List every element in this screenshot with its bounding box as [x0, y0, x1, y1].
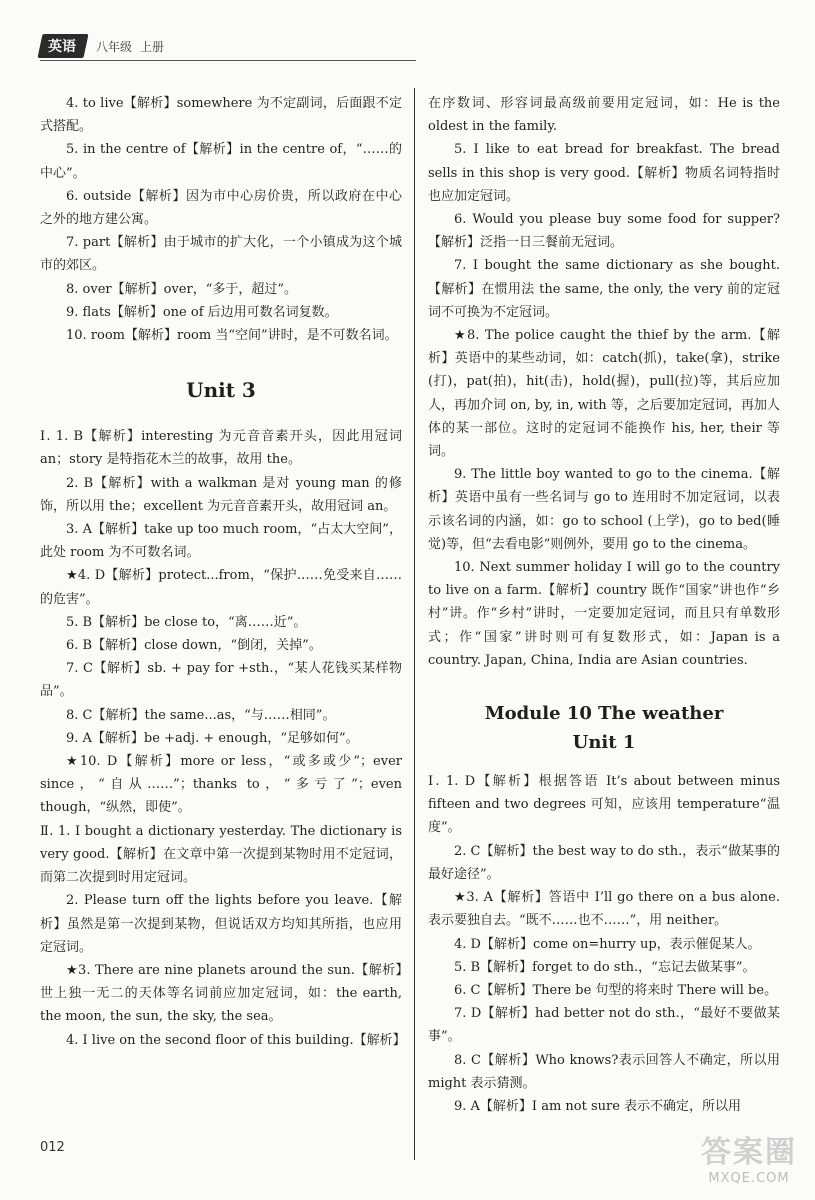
answer-paragraph: 6. C【解析】There be 句型的将来时 There will be。 — [454, 982, 778, 998]
left-column — [40, 92, 406, 1052]
answer-paragraph: 2. Please turn off the lights before you leave.【解析】虽然是第一次提到某物，但说话双方均知其所指，也应用定冠词。 — [40, 893, 402, 955]
answer-paragraph: 3. A【解析】take up too much room，“占太大空间”，此处 room 为不可数名词。 — [40, 522, 402, 561]
answer-paragraph: ★8. The police caught the thief by the arm.【解析】英语中的某些动词，如：catch(抓)，take(拿)，strike (打)，pat(拍)，hit(击)，hold(握)，pull(拉)等，其后应加人，再加介词 on, by, in, with 等，之后要加定冠词，再加人体的某一部位。这时的定冠词不能换作 his, her, their 等词。 — [428, 328, 780, 460]
header-rule — [40, 60, 416, 61]
answer-paragraph: Ⅰ. 1. D【解析】根据答语 It’s about between minus fifteen and two degrees 可知，应该用 temperature“温度”。 — [428, 774, 780, 836]
answer-paragraph: 2. B【解析】with a walkman 是对 young man 的修饰，所以用 the；excellent 为元音音素开头，故用冠词 an。 — [40, 475, 402, 514]
answer-paragraph: ★10. D【解析】more or less，“或多或少”；ever since，“自从……”；thanks to，“多亏了”；even though，“纵然，即使”。 — [40, 754, 402, 816]
answer-paragraph: Ⅰ. 1. B【解析】interesting 为元音音素开头，因此用冠词 an；story 是特指花木兰的故事，故用 the。 — [40, 429, 402, 468]
answer-paragraph: 5. B【解析】be close to，“离……近”。 — [66, 614, 307, 630]
page-header — [40, 34, 164, 58]
right-answers — [428, 92, 780, 672]
answer-paragraph: 4. D【解析】come on=hurry up，表示催促某人。 — [454, 936, 761, 952]
grade-label: 八年级 — [96, 39, 133, 54]
answer-paragraph: 9. A【解析】I am not sure 表示不确定，所以用 — [454, 1098, 742, 1114]
answer-paragraph: ★4. D【解析】protect...from，“保护……免受来自……的危害”。 — [40, 568, 402, 607]
watermark — [701, 1127, 797, 1186]
watermark-logo: 答案圈 — [701, 1135, 797, 1170]
answer-paragraph: ★3. There are nine planets around the sun.【解析】世上独一无二的天体等名词前应加定冠词，如：the earth, the moon, the sun, the sky, the sea。 — [40, 962, 402, 1025]
answer-paragraph: 8. C【解析】the same...as，“与……相同”。 — [66, 707, 336, 723]
answer-paragraph: 6. outside【解析】因为市中心房价贵，所以政府在中心之外的地方建公寓。 — [40, 188, 402, 228]
answer-paragraph: 在序数词、形容词最高级前要用定冠词，如：He is the oldest in the family. — [428, 96, 780, 135]
module-unit-heading: Unit 1 — [572, 732, 636, 754]
answer-paragraph: 5. B【解析】forget to do sth.，“忘记去做某事”。 — [454, 959, 756, 975]
subject-badge — [37, 34, 88, 58]
unit-heading: Unit 3 — [186, 378, 256, 403]
unit-answers — [40, 425, 406, 1051]
answer-paragraph: 7. I bought the same dictionary as she bought.【解析】在惯用法 the same, the only, the very 前的定冠词不可换为不定冠词。 — [428, 258, 780, 320]
answer-paragraph: 9. The little boy wanted to go to the cinema.【解析】英语中虽有一些名词与 go to 连用时不加定冠词，以表示该名词的内涵，如：go to school (上学)，go to bed(睡觉)等，但“去看电影”则例外，要用 go to the cinema。 — [428, 467, 780, 552]
answer-paragraph: Ⅱ. 1. I bought a dictionary yesterday. The dictionary is very good.【解析】在文章中第一次提到某物时用不定冠词，而第二次提到时用定冠词。 — [40, 823, 402, 886]
answer-paragraph: 7. C【解析】sb. + pay for +sth.，“某人花钱买某样物品”。 — [40, 661, 402, 700]
subject-label: 英语 — [48, 39, 76, 55]
answer-paragraph: 8. C【解析】Who knows?表示回答人不确定，所以用 might 表示猜测。 — [428, 1052, 780, 1091]
left-intro-answers — [40, 92, 402, 347]
page-number: 012 — [40, 1140, 65, 1155]
answer-paragraph: 7. D【解析】had better not do sth.，“最好不要做某事”。 — [428, 1006, 780, 1045]
answer-paragraph: 10. room【解析】room 当“空间”讲时，是不可数名词。 — [66, 328, 398, 344]
answer-paragraph: 4. I live on the second floor of this building.【解析】 — [66, 1032, 406, 1048]
answer-paragraph: 2. C【解析】the best way to do sth.，表示“做某事的最好途径”。 — [428, 843, 780, 882]
answer-paragraph: ★3. A【解析】答语中 I’ll go there on a bus alone. 表示要独自去。“既不……也不……”，用 neither。 — [428, 890, 780, 929]
right-column — [428, 92, 780, 1118]
volume-label: 上册 — [140, 39, 165, 54]
watermark-url: MXQE.COM — [708, 1171, 790, 1186]
answer-paragraph: 6. B【解析】close down，“倒闭，关掉”。 — [66, 638, 322, 654]
answer-paragraph: 7. part【解析】由于城市的扩大化，一个小镇成为这个城市的郊区。 — [40, 235, 402, 274]
module-heading: Module 10 The weather — [484, 703, 724, 725]
answer-paragraph: 5. in the centre of【解析】in the centre of，“……的中心”。 — [40, 142, 402, 181]
answer-paragraph: 10. Next summer holiday I will go to the country to live on a farm.【解析】country 既作“国家”讲也作“乡村”讲。作“乡村”讲时，一定要加定冠词，而且只有单数形式；作“国家”讲时则可有复数形式，如：Japan is a country. Japan, China, India are Asian countries. — [428, 560, 780, 668]
answer-paragraph: 4. to live【解析】somewhere 为不定副词，后面跟不定式搭配。 — [40, 96, 402, 135]
module-answers — [428, 770, 780, 1118]
answer-paragraph: 5. I like to eat bread for breakfast. The bread sells in this shop is very good.【解析】物质名词特指时也应加定冠词。 — [428, 142, 780, 204]
answer-paragraph: 9. flats【解析】one of 后边用可数名词复数。 — [66, 304, 338, 320]
column-divider — [414, 88, 415, 1160]
answer-paragraph: 6. Would you please buy some food for supper?【解析】泛指一日三餐前无冠词。 — [428, 212, 780, 251]
answer-paragraph: 8. over【解析】over，“多于，超过”。 — [66, 281, 297, 297]
answer-paragraph: 9. A【解析】be +adj. + enough，“足够如何”。 — [66, 730, 359, 746]
